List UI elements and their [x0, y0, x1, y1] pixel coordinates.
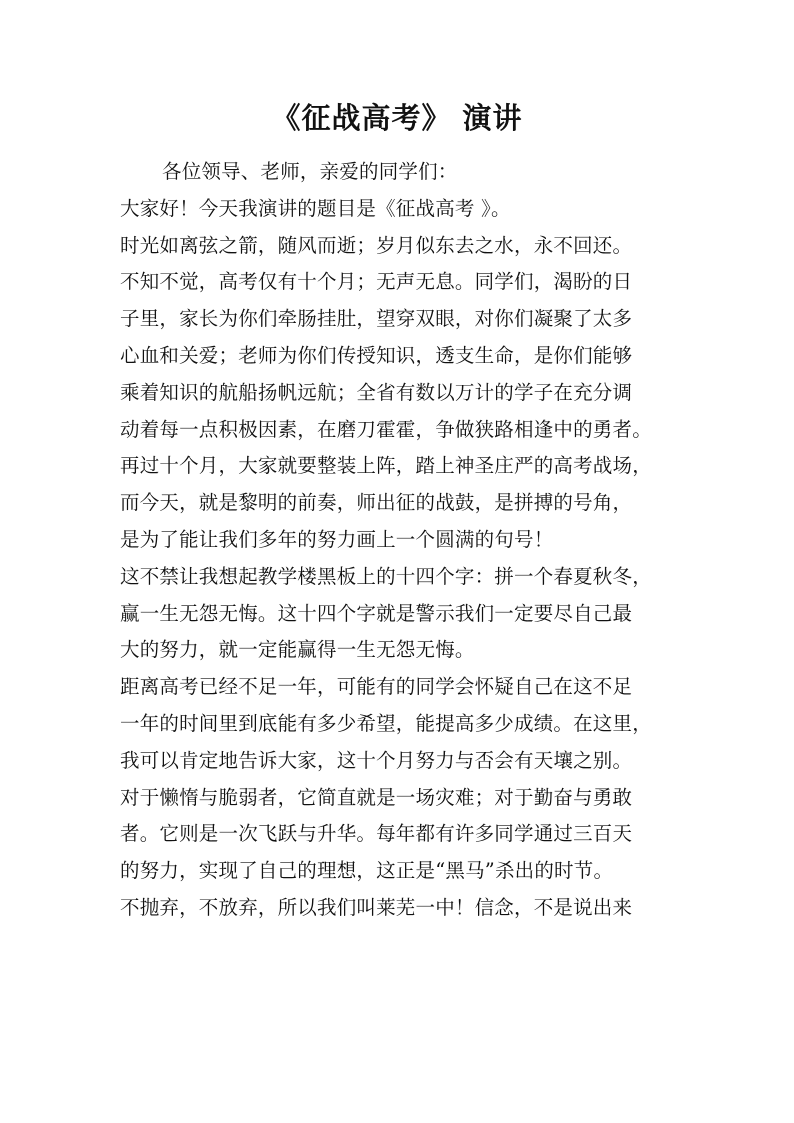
text-line: 我可以肯定地告诉大家，这十个月努力与否会有天壤之别。 — [120, 748, 633, 772]
text-line: 对于懒惰与脆弱者，它简直就是一场灾难；对于勤奋与勇敢 — [120, 785, 633, 809]
document-title: 《征战高考》 演讲 — [271, 101, 523, 135]
text-line: 时光如离弦之箭，随风而逝；岁月似东去之水，永不回还。 — [120, 233, 633, 257]
text-line: 是为了能让我们多年的努力画上一个圆满的句号！ — [120, 527, 554, 551]
speech-body — [120, 154, 690, 927]
text-line: 不抛弃，不放弃，所以我们叫莱芜一中！信念，不是说出来 — [120, 895, 633, 919]
text-line: 乘着知识的航船扬帆远航；全省有数以万计的学子在充分调 — [120, 380, 633, 404]
text-line: 再过十个月，大家就要整装上阵，踏上神圣庄严的高考战场， — [120, 454, 652, 478]
text-line: 子里，家长为你们牵肠挂肚，望穿双眼，对你们凝聚了太多 — [120, 307, 633, 331]
text-line: 这不禁让我想起教学楼黑板上的十四个字：拼一个春夏秋冬， — [120, 564, 652, 588]
text-line: 动着每一点积极因素，在磨刀霍霍，争做狭路相逢中的勇者。 — [120, 417, 652, 441]
text-line: 心血和关爱；老师为你们传授知识，透支生命，是你们能够 — [120, 343, 633, 367]
text-line: 大的努力，就一定能赢得一生无怨无悔。 — [120, 638, 475, 662]
text-line: 的努力，实现了自己的理想，这正是“黑马”杀出的时节。 — [120, 859, 614, 883]
text-line: 大家好！今天我演讲的题目是《征战高考 》。 — [120, 196, 511, 220]
text-line: 一年的时间里到底能有多少希望，能提高多少成绩。在这里， — [120, 711, 652, 735]
text-line: 而今天，就是黎明的前奏，师出征的战鼓，是拼搏的号角， — [120, 491, 633, 515]
text-line: 赢一生无怨无悔。这十四个字就是警示我们一定要尽自己最 — [120, 601, 633, 625]
text-line: 者。它则是一次飞跃与升华。每年都有许多同学通过三百天 — [120, 822, 633, 846]
greeting-line: 各位领导、老师，亲爱的同学们： — [162, 160, 458, 183]
text-line: 距离高考已经不足一年，可能有的同学会怀疑自己在这不足 — [120, 675, 633, 699]
text-line: 不知不觉，高考仅有十个月；无声无息。同学们，渴盼的日 — [120, 270, 633, 294]
